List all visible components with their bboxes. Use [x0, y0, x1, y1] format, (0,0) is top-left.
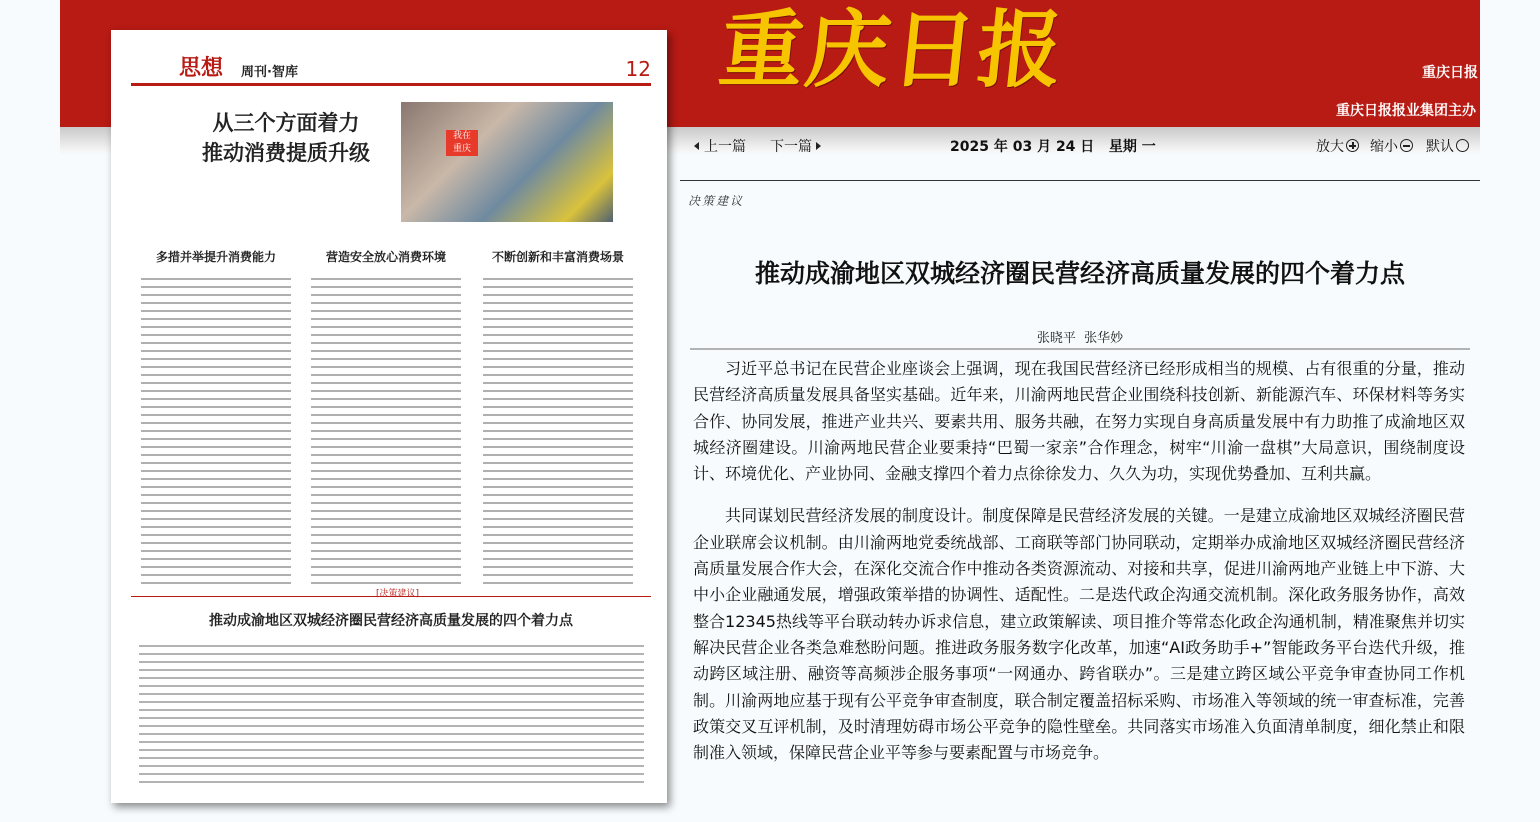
thumb-text-lines: [483, 275, 633, 585]
brand-name: 重庆日报: [1422, 65, 1478, 81]
zoom-reset-button[interactable]: [1426, 136, 1469, 156]
thumb-column-heading: 多措并举提升消费能力: [155, 250, 276, 264]
thumb-photo-sign: 我在 重庆: [446, 130, 478, 156]
minus-circle-icon: [1400, 139, 1413, 152]
zoom-in-button[interactable]: [1316, 136, 1359, 156]
thumb-text-lines: [139, 642, 644, 787]
zoom-out-button[interactable]: [1370, 136, 1413, 156]
article-paragraph: 习近平总书记在民营企业座谈会上强调，现在我国民营经济已经形成相当的规模、占有很重的分量，推动民营经济高质量发展具备坚实基础。近年来，川渝两地民营企业围绕科技创新、新能源汽车、环保材料等务实合作、协同发展，推进产业共兴、要素共用、服务共融，在努力实现自身高质量发展中有力助推了成渝地区双城经济圈建设。川渝两地民营企业要秉持“巴蜀一家亲”合作理念，树牢“川渝一盘棋”大局意识，围绕制度设计、环境优化、产业协同、金融支撑四个着力点徐徐发力、久久为功，实现优势叠加、互利共赢。: [693, 359, 1465, 484]
byline-divider: [690, 348, 1470, 350]
thumb-column[interactable]: [311, 248, 461, 585]
circle-icon: [1456, 139, 1469, 152]
thumb-column-heading: 营造安全放心消费环境: [325, 250, 446, 264]
thumb-text-lines: [141, 275, 291, 585]
article-paragraph: 共同谋划民营经济发展的制度设计。制度保障是民营经济发展的关键。一是建立成渝地区双城经济圈民营企业联席会议机制。由川渝两地党委统战部、工商联等部门协同联动，定期举办成渝地区双城经济圈民营经济高质量发展合作大会，在深化交流合作中推动各类资源流动、对接和共享，促进川渝两地产业链上中下游、大中小企业融通发展，增强政策举措的协调性、适配性。二是迭代政企沟通交流机制。深化政务服务协作，高效整合12345热线等平台联动转办诉求信息，建立政策解读、项目推介等常态化政企沟通机制，精准聚焦并切实解决民营企业各类急难愁盼问题。推进政务服务数字化改革，加速“AI政务助手+”智能政务平台迭代升级，推动跨区域注册、融资等高频涉企服务事项“一网通办、跨省联办”。三是建立跨区域公平竞争审查协同工作机制。川渝两地应基于现有公平竞争审查制度，联合制定覆盖招标采购、市场准入等领域的统一审查标准，完善政策交叉互评机制，及时清理妨碍市场公平竞争的隐性壁垒。共同落实市场准入负面清单制度，细化禁止和限制准入领域，保障民营企业平等参与要素配置与市场竞争。: [693, 506, 1465, 763]
arrow-right-icon: [816, 142, 821, 150]
thumb-page-number: 12: [625, 57, 651, 81]
zoom-in-label: 放大: [1316, 139, 1344, 155]
article-body: [693, 356, 1465, 782]
thumb-header-rule: [131, 83, 651, 86]
thumb-bottom-title[interactable]: 推动成渝地区双城经济圈民营经济高质量发展的四个着力点: [209, 613, 573, 629]
nav-divider: [680, 180, 1480, 181]
thumb-section-name: 周刊·智库: [241, 65, 298, 80]
thumb-text-lines: [311, 275, 461, 585]
article-nav-bar: [680, 136, 1480, 158]
masthead-logo[interactable]: 重庆日报: [714, 0, 1070, 99]
thumb-lead-title[interactable]: 从三个方面着力 推动消费提质升级: [202, 110, 370, 165]
thumb-section-logo: 思想: [179, 55, 224, 81]
thumb-column[interactable]: [483, 248, 633, 585]
article-title: 推动成渝地区双城经济圈民营经济高质量发展的四个着力点: [754, 259, 1405, 288]
zoom-out-label: 缩小: [1370, 139, 1398, 155]
thumb-column-heading: 不断创新和丰富消费场景: [491, 250, 624, 264]
next-article-link[interactable]: [770, 136, 821, 156]
column-label: 决策建议: [688, 194, 745, 208]
prev-label: 上一篇: [704, 139, 746, 155]
newspaper-page-thumbnail[interactable]: [111, 30, 667, 803]
publisher-text: 重庆日报报业集团主办: [1336, 103, 1476, 119]
prev-article-link[interactable]: [694, 136, 746, 156]
plus-circle-icon: [1346, 139, 1359, 152]
thumb-column[interactable]: [141, 248, 291, 585]
thumb-photo[interactable]: [401, 102, 613, 222]
arrow-left-icon: [694, 142, 699, 150]
issue-date: 2025 年 03 月 24 日 星期 一: [950, 139, 1156, 155]
zoom-reset-label: 默认: [1426, 139, 1454, 155]
thumb-header: [131, 45, 651, 85]
next-label: 下一篇: [770, 139, 812, 155]
article-byline: 张晓平 张华妙: [1036, 331, 1124, 346]
thumb-sub-label: [决策建议]: [376, 589, 420, 599]
